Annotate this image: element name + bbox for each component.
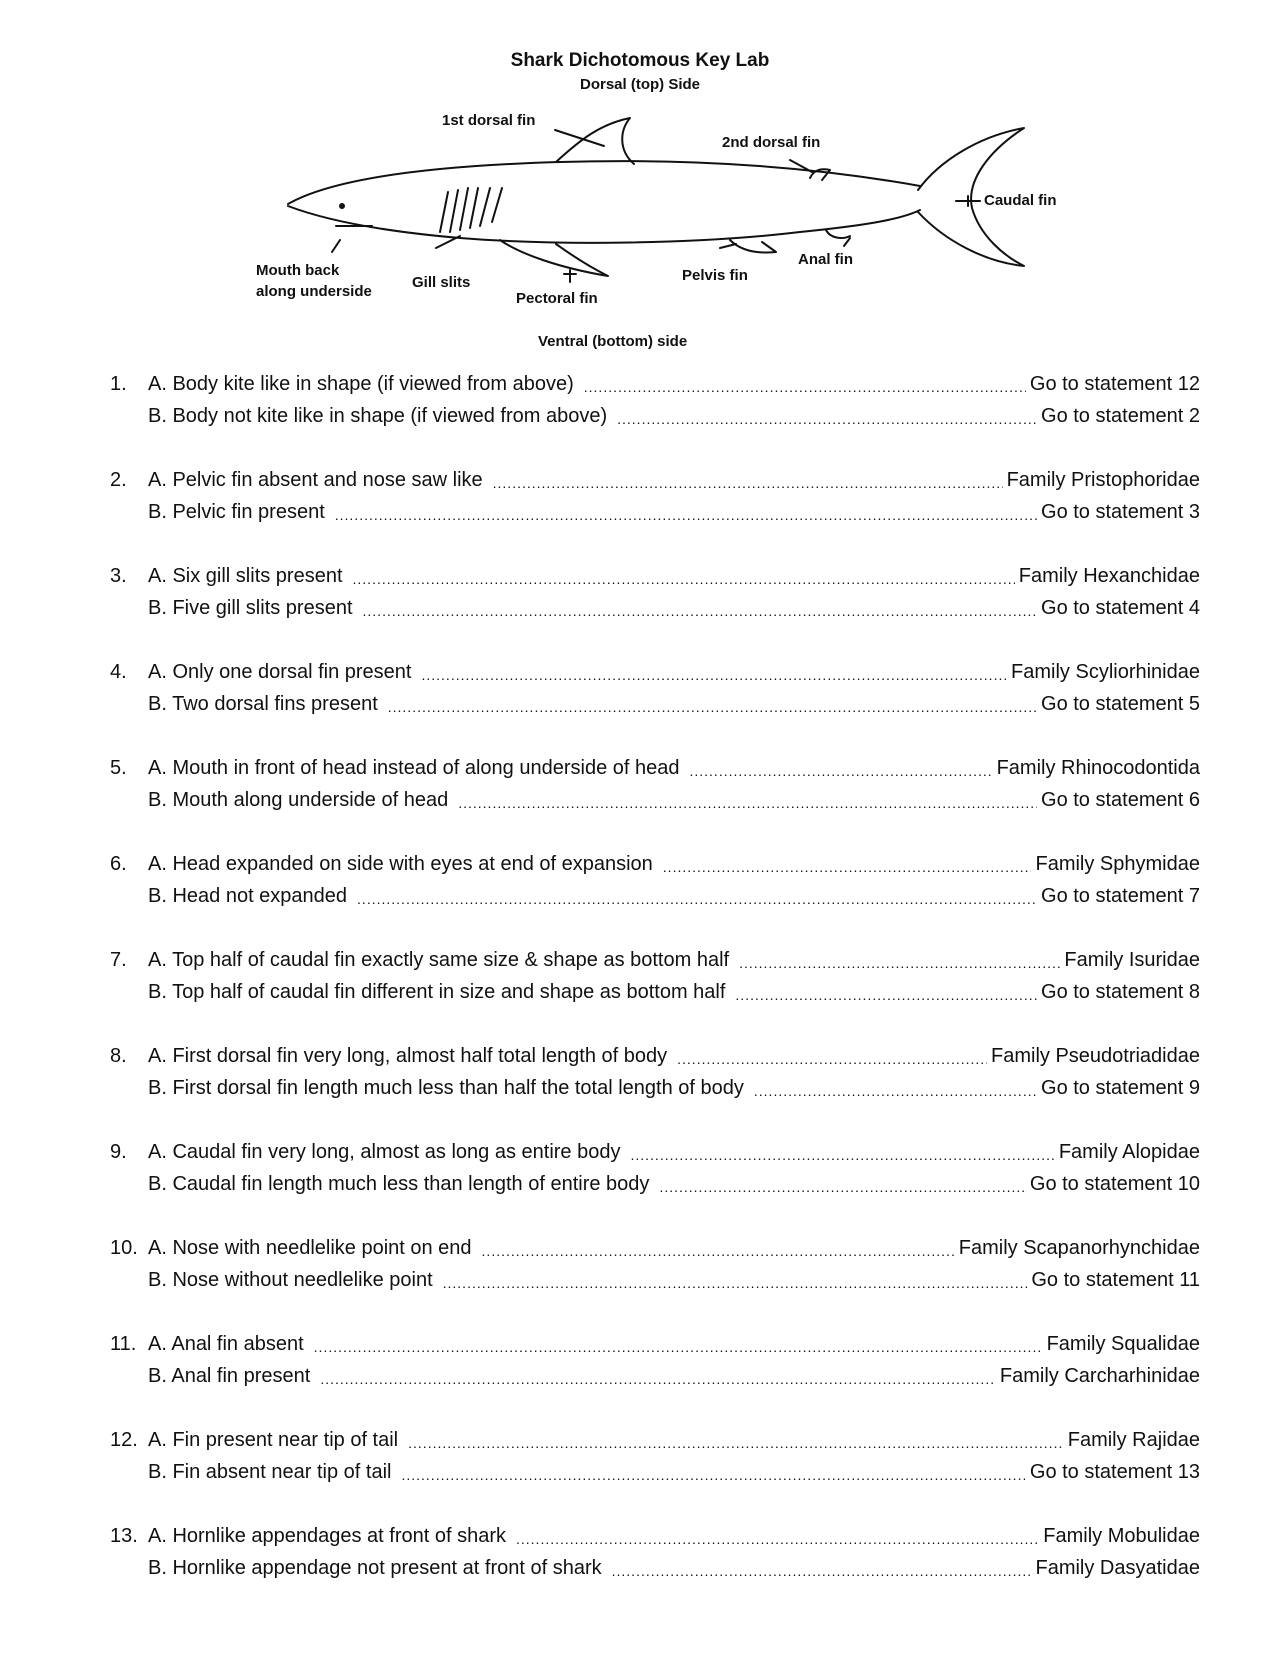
label-pelvis-fin: Pelvis fin (682, 267, 748, 284)
shark-eye (339, 203, 345, 209)
option-a: A. Anal fin absent (148, 1333, 304, 1355)
label-pectoral-fin: Pectoral fin (516, 290, 598, 307)
option-b-result: Family Dasyatidae (1035, 1557, 1200, 1579)
option-b: B. Pelvic fin present (148, 501, 325, 523)
option-b: B. First dorsal fin length much less than half the total length of body (148, 1077, 744, 1099)
option-a: A. Fin present near tip of tail (148, 1429, 399, 1451)
option-b-result: Go to statement 2 (1041, 405, 1200, 427)
option-a-result: Family Scapanorhynchidae (958, 1237, 1200, 1259)
statement-11 (110, 1328, 1200, 1424)
option-a: A. Body kite like in shape (if viewed from above) (148, 373, 574, 395)
option-b-result: Go to statement 8 (1041, 981, 1200, 1003)
option-b: B. Nose without needlelike point (148, 1269, 433, 1291)
option-a-result: Family Alopidae (1058, 1141, 1200, 1163)
option-a-result: Family Isuridae (1064, 949, 1200, 971)
label-anal-fin: Anal fin (798, 251, 853, 268)
option-b: B. Hornlike appendage not present at front of shark (148, 1557, 602, 1579)
option-b-result: Family Carcharhinidae (999, 1365, 1200, 1387)
statement-number: 4. (110, 661, 127, 683)
option-b-result: Go to statement 11 (1031, 1269, 1200, 1291)
statement-3 (110, 560, 1200, 656)
shark-diagram (0, 0, 1280, 350)
option-a: A. Hornlike appendages at front of shark (148, 1525, 506, 1547)
label-second-dorsal-fin: 2nd dorsal fin (722, 134, 821, 151)
option-b-result: Go to statement 7 (1041, 885, 1200, 907)
label-mouth-line1: Mouth back (256, 262, 340, 279)
statement-6 (110, 848, 1200, 944)
option-a-result: Family Pristophoridae (1006, 469, 1200, 491)
dorsal-side-label: Dorsal (top) Side (579, 76, 700, 93)
gill-slits-shape (440, 188, 502, 232)
option-a-result: Family Hexanchidae (1018, 565, 1200, 587)
option-b-result: Go to statement 4 (1041, 597, 1200, 619)
option-b-result: Go to statement 6 (1041, 789, 1200, 811)
first-dorsal-fin-shape (556, 118, 634, 164)
option-b-result: Go to statement 10 (1029, 1173, 1200, 1195)
statement-7 (110, 944, 1200, 1040)
option-a-result: Family Pseudotriadidae (991, 1045, 1200, 1067)
statement-number: 2. (110, 469, 127, 491)
statement-2 (110, 464, 1200, 560)
statement-13 (110, 1520, 1200, 1616)
ventral-side-label: Ventral (bottom) side (538, 333, 688, 350)
statement-9 (110, 1136, 1200, 1232)
statement-number: 8. (110, 1045, 127, 1067)
statement-1 (110, 368, 1200, 464)
statement-number: 5. (110, 757, 127, 779)
statement-number: 1. (110, 373, 127, 395)
option-a: A. Mouth in front of head instead of along underside of head (148, 757, 680, 779)
option-a: A. Only one dorsal fin present (148, 661, 412, 683)
shark-body-outline (288, 161, 920, 204)
option-b: B. Fin absent near tip of tail (148, 1461, 392, 1483)
statement-number: 11. (110, 1333, 137, 1355)
option-b: B. Caudal fin length much less than length of entire body (148, 1173, 650, 1195)
option-b-result: Go to statement 3 (1041, 501, 1200, 523)
option-a-result: Family Rajidae (1067, 1429, 1200, 1451)
statement-12 (110, 1424, 1200, 1520)
label-first-dorsal-fin: 1st dorsal fin (442, 112, 536, 129)
option-b-result: Go to statement 9 (1041, 1077, 1200, 1099)
statement-number: 13. (110, 1525, 138, 1547)
pelvis-fin-shape (730, 240, 776, 253)
label-caudal-fin: Caudal fin (984, 192, 1057, 209)
option-a: A. Top half of caudal fin exactly same size & shape as bottom half (148, 949, 730, 971)
option-a: A. Caudal fin very long, almost as long as entire body (148, 1141, 621, 1163)
option-a: A. Pelvic fin absent and nose saw like (148, 469, 483, 491)
option-b: B. Five gill slits present (148, 597, 353, 619)
option-a-result: Family Rhinocodontida (996, 757, 1200, 779)
label-gill-slits: Gill slits (412, 274, 471, 291)
option-b: B. Body not kite like in shape (if viewed from above) (148, 405, 608, 427)
option-b: B. Head not expanded (148, 885, 348, 907)
statement-number: 9. (110, 1141, 127, 1163)
statement-number: 10. (110, 1237, 138, 1259)
option-b-result: Go to statement 5 (1041, 693, 1200, 715)
option-a: A. Six gill slits present (148, 565, 343, 587)
option-b: B. Mouth along underside of head (148, 789, 449, 811)
option-a-result: Family Squalidae (1046, 1333, 1200, 1355)
option-b-result: Go to statement 13 (1029, 1461, 1200, 1483)
pectoral-fin-shape (500, 240, 608, 276)
anal-fin-shape (826, 230, 850, 238)
option-b: B. Two dorsal fins present (148, 693, 378, 715)
statement-number: 12. (110, 1429, 138, 1451)
option-b: B. Anal fin present (148, 1365, 311, 1387)
option-a: A. First dorsal fin very long, almost half total length of body (148, 1045, 668, 1067)
option-a-result: Family Sphymidae (1035, 853, 1200, 875)
statement-8 (110, 1040, 1200, 1136)
option-a: A. Nose with needlelike point on end (148, 1237, 472, 1259)
statement-number: 6. (110, 853, 127, 875)
statement-number: 7. (110, 949, 127, 971)
statement-5 (110, 752, 1200, 848)
option-a-result: Family Mobulidae (1043, 1525, 1200, 1547)
option-a: A. Head expanded on side with eyes at end of expansion (148, 853, 653, 875)
statement-number: 3. (110, 565, 127, 587)
option-b: B. Top half of caudal fin different in size and shape as bottom half (148, 981, 726, 1003)
option-a-result: Family Scyliorhinidae (1011, 661, 1200, 683)
statement-10 (110, 1232, 1200, 1328)
page-title: Shark Dichotomous Key Lab (510, 50, 770, 71)
label-mouth-line2: along underside (256, 283, 372, 300)
dichotomous-key (110, 368, 1200, 1616)
statement-4 (110, 656, 1200, 752)
option-a-result: Go to statement 12 (1029, 373, 1200, 395)
